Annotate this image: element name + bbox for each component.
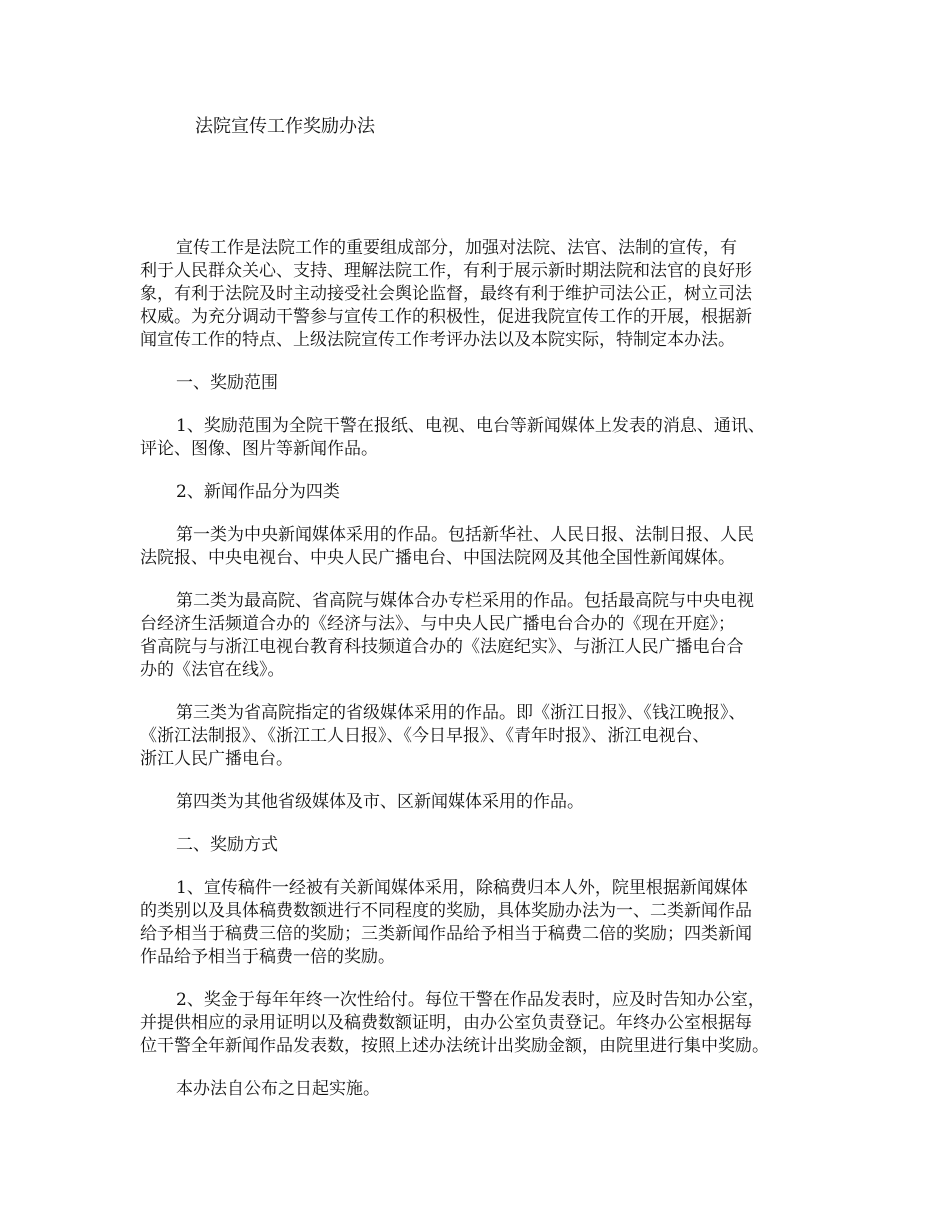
paragraph-line: 权威。为充分调动干警参与宣传工作的积极性，促进我院宣传工作的开展，根据新 xyxy=(140,307,752,327)
paragraph-line: 一、奖励范围 xyxy=(176,373,278,393)
paragraph-line: 二、奖励方式 xyxy=(176,835,278,855)
paragraph xyxy=(140,989,820,1058)
paragraph-line: 办的《法官在线》。 xyxy=(140,660,285,680)
paragraph-line: 第一类为中央新闻媒体采用的作品。包括新华社、人民日报、法制日报、人民 xyxy=(176,525,754,545)
paragraph-line: 本办法自公布之日起实施。 xyxy=(176,1079,380,1099)
paragraph-line: 浙江人民广播电台。 xyxy=(140,749,293,769)
paragraph-line: 1、奖励范围为全院干警在报纸、电视、电台等新闻媒体上发表的消息、通讯、 xyxy=(176,416,765,436)
paragraph-line: 利于人民群众关心、支持、理解法院工作，有利于展示新时期法院和法官的良好形 xyxy=(140,261,752,281)
document-title: 法院宣传工作奖励办法 xyxy=(195,116,375,137)
paragraph-line: 的类别以及具体稿费数额进行不同程度的奖励，具体奖励办法为一、二类新闻作品 xyxy=(140,901,752,921)
paragraph-line: 第二类为最高院、省高院与媒体合办专栏采用的作品。包括最高院与中央电视 xyxy=(176,591,754,611)
paragraph-line: 2、奖金于每年年终一次性给付。每位干警在作品发表时，应及时告知办公室， xyxy=(176,990,765,1010)
paragraph-line: 象，有利于法院及时主动接受社会舆论监督，最终有利于维护司法公正，树立司法 xyxy=(140,284,752,304)
paragraph-line: 第三类为省高院指定的省级媒体采用的作品。即《浙江日报》、《钱江晚报》、 xyxy=(176,703,746,723)
paragraph xyxy=(140,877,820,969)
paragraph-line: 给予相当于稿费三倍的奖励；三类新闻作品给予相当于稿费二倍的奖励；四类新闻 xyxy=(140,924,752,944)
paragraph-line: 省高院与与浙江电视台教育科技频道合办的《法庭纪实》、与浙江人民广播电台合 xyxy=(140,637,744,657)
paragraph xyxy=(140,372,820,395)
paragraph-line: 第四类为其他省级媒体及市、区新闻媒体采用的作品。 xyxy=(176,792,584,812)
paragraph-line: 评论、图像、图片等新闻作品。 xyxy=(140,439,378,459)
paragraph xyxy=(140,1078,820,1101)
paragraph xyxy=(140,590,820,682)
paragraph xyxy=(140,415,820,461)
paragraph-line: 并提供相应的录用证明以及稿费数额证明，由办公室负责登记。年终办公室根据每 xyxy=(140,1013,752,1033)
paragraph-line: 闻宣传工作的特点、上级法院宣传工作考评办法以及本院实际，特制定本办法。 xyxy=(140,330,735,350)
paragraph-line: 2、新闻作品分为四类 xyxy=(176,482,340,502)
paragraph xyxy=(140,237,820,352)
paragraph xyxy=(140,791,820,814)
paragraph-line: 法院报、中央电视台、中央人民广播电台、中国法院网及其他全国性新闻媒体。 xyxy=(140,548,735,568)
paragraph-line: 《浙江法制报》、《浙江工人日报》、《今日早报》、《青年时报》、浙江电视台、 xyxy=(140,726,710,746)
paragraph-line: 作品给予相当于稿费一倍的奖励。 xyxy=(140,947,395,967)
paragraph xyxy=(140,481,820,504)
paragraph xyxy=(140,834,820,857)
paragraph-line: 宣传工作是法院工作的重要组成部分，加强对法院、法官、法制的宣传，有 xyxy=(176,238,737,258)
paragraph-line: 台经济生活频道合办的《经济与法》、与中央人民广播电台合办的《现在开庭》； xyxy=(140,614,735,634)
paragraph-line: 位干警全年新闻作品发表数，按照上述办法统计出奖励金额，由院里进行集中奖励。 xyxy=(140,1036,769,1056)
paragraph-line: 1、宣传稿件一经被有关新闻媒体采用，除稿费归本人外，院里根据新闻媒体 xyxy=(176,878,748,898)
document-body xyxy=(140,237,820,1121)
paragraph xyxy=(140,702,820,771)
paragraph xyxy=(140,524,820,570)
